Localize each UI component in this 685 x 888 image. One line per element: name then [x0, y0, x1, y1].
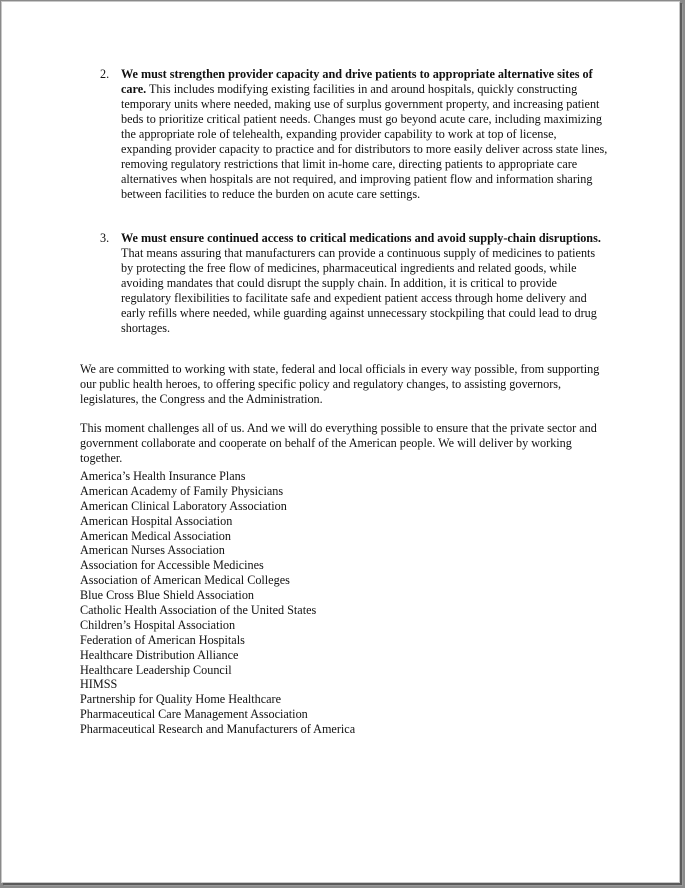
- closing-paragraph: This moment challenges all of us. And we will do everything possible to ensure that the private sector and government collaborate and cooperate on behalf of the American people. We will deliver by working together.: [80, 421, 597, 466]
- signatory-name: Association of American Medical Colleges: [80, 573, 290, 588]
- signatory-name: Association for Accessible Medicines: [80, 558, 264, 573]
- list-item-heading: We must strengthen provider capacity and drive patients to appropriate alternative sites of care.: [121, 67, 593, 96]
- signatory-name: America’s Health Insurance Plans: [80, 469, 246, 483]
- signatory-name: Pharmaceutical Research and Manufacturers of America: [80, 722, 356, 737]
- list-item-number: 2.: [100, 67, 110, 81]
- signatory-name: American Clinical Laboratory Association: [80, 498, 287, 513]
- signatory-name: Pharmaceutical Care Management Association: [80, 707, 308, 722]
- signatory-name: Blue Cross Blue Shield Association: [80, 588, 255, 603]
- signatory-name: American Nurses Association: [80, 543, 225, 558]
- signatory-name: Healthcare Leadership Council: [80, 662, 232, 677]
- list-item-body: That means assuring that manufacturers can provide a continuous supply of medicines to patients by protecting the free flow of medicines, pharmaceutical ingredients and related goods, while avoiding mandates that could disrupt the supply chain. In addition, it is critical to provide regulatory flexibilities to facilitate safe and expedient patient access through home delivery and early refills where needed, while guarding against unnecessary stockpiling that could lead to drug shortages.: [121, 246, 597, 335]
- list-item-body: This includes modifying existing facilities in and around hospitals, quickly constructing temporary units where needed, making use of surplus government property, and increasing patient beds to prioritize critical patient needs. Changes must go beyond acute care, including maximizing the appropriate role of telehealth, expanding provider capability to work at top of license, expanding provider capacity to practice and for distributors to more easily deliver across state lines, removing regulatory restrictions that limit in-home care, directing patients to appropriate care alternatives when hospitals are not required, and improving patient flow and information sharing between facilities to reduce the burden on acute care settings.: [121, 82, 608, 201]
- document-page: [1, 1, 680, 883]
- commitment-paragraph: We are committed to working with state, federal and local officials in every way possible, from supporting our public health heroes, to offering specific policy and regulatory changes, to assisting governors, legislatures, the Congress and the Administration.: [80, 362, 600, 407]
- signatory-name: Children’s Hospital Association: [80, 617, 236, 632]
- signatory-name: Federation of American Hospitals: [80, 632, 245, 647]
- signatory-name: American Academy of Family Physicians: [80, 483, 284, 498]
- list-item-text: [121, 67, 610, 202]
- list-item-number: 3.: [100, 231, 110, 245]
- list-item-text: [121, 231, 610, 336]
- signatory-list: [80, 469, 500, 737]
- signatory-name: American Hospital Association: [80, 513, 233, 528]
- signatory-name: Partnership for Quality Home Healthcare: [80, 692, 282, 707]
- signatory-name: American Medical Association: [80, 528, 231, 543]
- signatory-name: Healthcare Distribution Alliance: [80, 647, 239, 662]
- signatory-name: Catholic Health Association of the United States: [80, 603, 317, 618]
- list-item-heading: We must ensure continued access to critical medications and avoid supply-chain disruptions.: [121, 231, 601, 245]
- signatory-name: HIMSS: [80, 677, 118, 692]
